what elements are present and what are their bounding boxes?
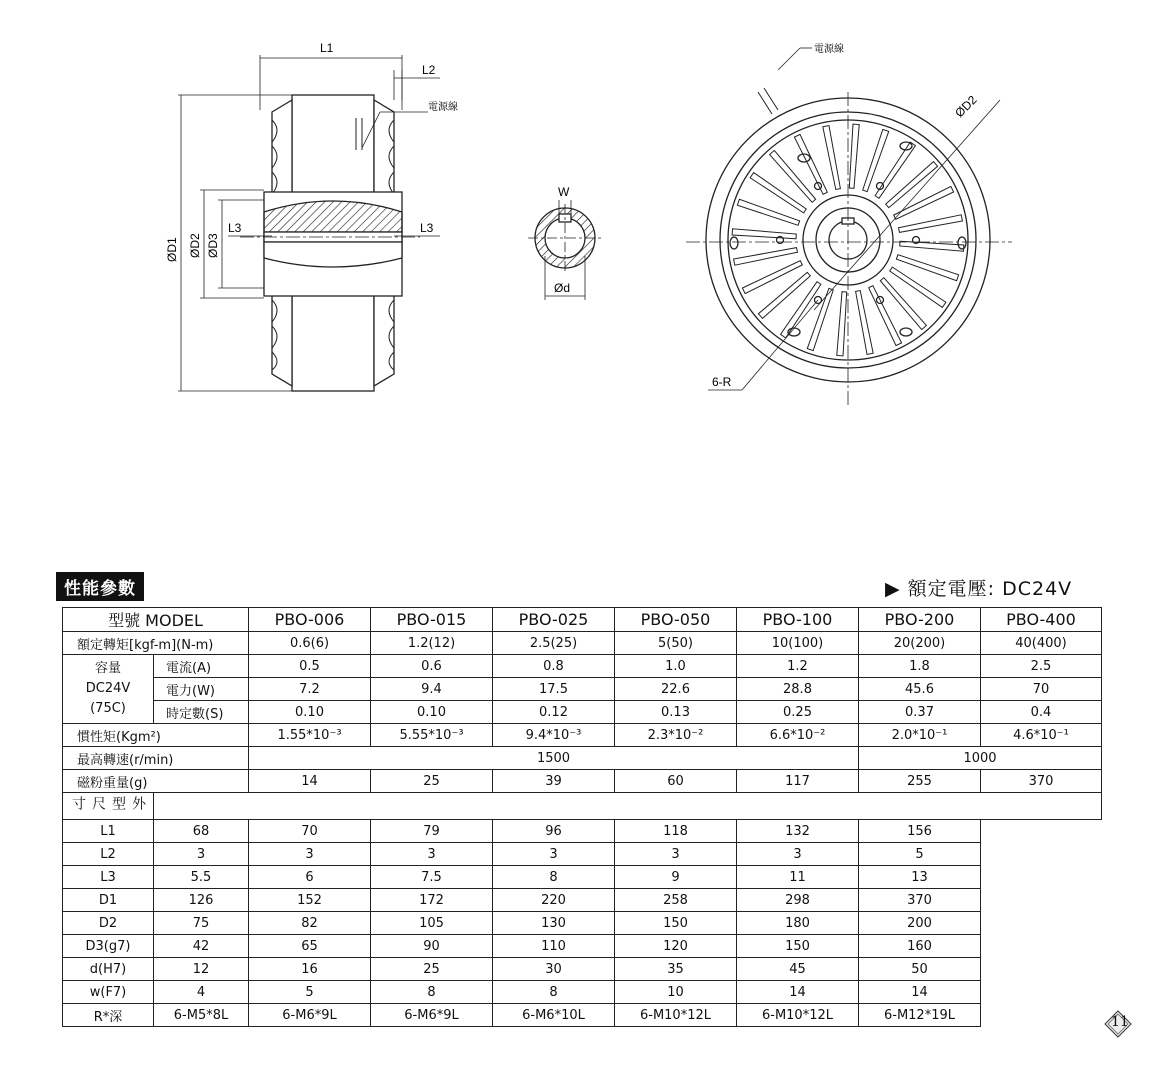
table-cell: 7.2 — [249, 678, 371, 701]
dim-D1-label: ØD1 — [165, 237, 179, 262]
wire-label-front: 電源線 — [814, 44, 844, 55]
table-cell: 9.4*10⁻³ — [493, 724, 615, 747]
table-cell: 42 — [154, 935, 249, 958]
model-header: 型號 MODEL — [63, 608, 249, 632]
dim-row-d2 — [63, 912, 1102, 935]
table-cell: 1.2(12) — [371, 632, 493, 655]
table-cell: 255 — [859, 770, 981, 793]
table-cell: 3 — [249, 843, 371, 866]
table-cell: 0.5 — [249, 655, 371, 678]
table-row — [63, 701, 1102, 724]
table-cell: 45 — [737, 958, 859, 981]
table-cell: 160 — [859, 935, 981, 958]
table-cell: 1500 — [249, 747, 859, 770]
table-cell: 70 — [981, 678, 1102, 701]
model-cell: PBO-025 — [493, 608, 615, 632]
table-cell: 90 — [371, 935, 493, 958]
table-cell: 14 — [249, 770, 371, 793]
table-cell: 6-M10*12L — [615, 1004, 737, 1027]
dim-name-cell: D3(g7) — [63, 935, 154, 958]
model-cell: PBO-400 — [981, 608, 1102, 632]
model-cell: PBO-100 — [737, 608, 859, 632]
table-cell: 17.5 — [493, 678, 615, 701]
table-cell: 10 — [615, 981, 737, 1004]
table-cell: 9 — [615, 866, 737, 889]
table-cell: 130 — [493, 912, 615, 935]
table-cell: 132 — [737, 820, 859, 843]
table-cell: 120 — [615, 935, 737, 958]
table-cell: 11 — [737, 866, 859, 889]
table-cell: 118 — [615, 820, 737, 843]
table-cell: 1.0 — [615, 655, 737, 678]
power-label: 電力(W) — [154, 678, 249, 701]
maxspeed-label: 最高轉速(r/min) — [63, 747, 249, 770]
dim-row-l1 — [63, 820, 1102, 843]
technical-drawings — [0, 0, 1176, 470]
table-cell: 82 — [249, 912, 371, 935]
table-cell: 35 — [615, 958, 737, 981]
model-cell: PBO-050 — [615, 608, 737, 632]
table-cell: 79 — [371, 820, 493, 843]
table-cell: 8 — [371, 981, 493, 1004]
table-cell: 117 — [737, 770, 859, 793]
table-cell: 105 — [371, 912, 493, 935]
dim-W-label: W — [558, 185, 570, 199]
table-cell: 9.4 — [371, 678, 493, 701]
dim-D2-front-label: ØD2 — [952, 92, 980, 121]
table-cell: 370 — [859, 889, 981, 912]
table-cell: 370 — [981, 770, 1102, 793]
table-cell: 1000 — [859, 747, 1102, 770]
table-cell: 40(400) — [981, 632, 1102, 655]
table-cell: 2.3*10⁻² — [615, 724, 737, 747]
table-cell: 39 — [493, 770, 615, 793]
table-cell: 0.13 — [615, 701, 737, 724]
table-cell: 68 — [154, 820, 249, 843]
table-row — [63, 608, 1102, 632]
current-label: 電流(A) — [154, 655, 249, 678]
table-cell: 3 — [493, 843, 615, 866]
table-row — [63, 678, 1102, 701]
table-row — [63, 747, 1102, 770]
dim-row-d-h7 — [63, 958, 1102, 981]
table-cell: 8 — [493, 981, 615, 1004]
table-cell: 0.37 — [859, 701, 981, 724]
table-cell: 30 — [493, 958, 615, 981]
table-cell: 5.5 — [154, 866, 249, 889]
table-cell: 0.4 — [981, 701, 1102, 724]
table-cell: 6-M5*8L — [154, 1004, 249, 1027]
table-cell: 3 — [154, 843, 249, 866]
capacity-label-line2: DC24V — [85, 681, 131, 696]
timeconst-label: 時定數(S) — [154, 701, 249, 724]
rated-voltage-label: ▶ 額定電壓: DC24V — [885, 578, 1073, 600]
table-cell: 7.5 — [371, 866, 493, 889]
wire-label-side: 電源線 — [428, 102, 458, 113]
table-cell: 10(100) — [737, 632, 859, 655]
dim-D3-label: ØD3 — [206, 233, 220, 258]
table-cell: 8 — [493, 866, 615, 889]
dim-L1-label: L1 — [320, 41, 334, 55]
table-cell: 0.8 — [493, 655, 615, 678]
dim-row-d3-g7 — [63, 935, 1102, 958]
table-cell: 0.6(6) — [249, 632, 371, 655]
dim-L3-left-label: L3 — [228, 221, 242, 235]
dim-name-cell: D1 — [63, 889, 154, 912]
table-cell: 1.2 — [737, 655, 859, 678]
dim-row-r — [63, 1004, 1102, 1027]
table-cell: 0.12 — [493, 701, 615, 724]
table-cell: 25 — [371, 770, 493, 793]
capacity-label-line1: 容量 — [94, 661, 121, 676]
dim-row-l3 — [63, 866, 1102, 889]
table-row — [63, 770, 1102, 793]
table-cell: 96 — [493, 820, 615, 843]
table-cell: 0.6 — [371, 655, 493, 678]
table-cell: 1.55*10⁻³ — [249, 724, 371, 747]
table-row — [63, 724, 1102, 747]
table-row — [63, 793, 1102, 820]
table-cell: 5.55*10⁻³ — [371, 724, 493, 747]
table-cell: 65 — [249, 935, 371, 958]
table-cell: 14 — [859, 981, 981, 1004]
table-cell: 70 — [249, 820, 371, 843]
table-cell: 110 — [493, 935, 615, 958]
table-cell: 220 — [493, 889, 615, 912]
dim-name-cell: L3 — [63, 866, 154, 889]
table-cell: 150 — [737, 935, 859, 958]
table-row — [63, 655, 1102, 678]
table-cell: 126 — [154, 889, 249, 912]
dim-L3-right-label: L3 — [420, 221, 434, 235]
table-row — [63, 632, 1102, 655]
table-cell: 2.0*10⁻¹ — [859, 724, 981, 747]
table-cell: 1.8 — [859, 655, 981, 678]
table-cell: 2.5(25) — [493, 632, 615, 655]
dim-d-label: Ød — [554, 281, 571, 295]
model-cell: PBO-200 — [859, 608, 981, 632]
table-cell: 4.6*10⁻¹ — [981, 724, 1102, 747]
table-cell: 22.6 — [615, 678, 737, 701]
capacity-label-line3: (75C) — [90, 701, 126, 716]
table-cell: 25 — [371, 958, 493, 981]
dim-name-cell: w(F7) — [63, 981, 154, 1004]
table-cell: 5 — [249, 981, 371, 1004]
table-cell: 180 — [737, 912, 859, 935]
dim-name-cell: d(H7) — [63, 958, 154, 981]
dims-label-text: 外型尺寸 — [70, 796, 146, 812]
table-cell: 20(200) — [859, 632, 981, 655]
side-view-drawing — [178, 55, 440, 391]
table-cell: 45.6 — [859, 678, 981, 701]
table-cell: 298 — [737, 889, 859, 912]
dim-L2-label: L2 — [422, 63, 436, 77]
dim-row-d1 — [63, 889, 1102, 912]
table-cell: 172 — [371, 889, 493, 912]
table-cell: 13 — [859, 866, 981, 889]
table-cell: 6-M6*9L — [371, 1004, 493, 1027]
table-cell: 200 — [859, 912, 981, 935]
table-cell: 50 — [859, 958, 981, 981]
table-cell: 6 — [249, 866, 371, 889]
dim-name-cell: L2 — [63, 843, 154, 866]
table-cell: 5(50) — [615, 632, 737, 655]
table-cell: 152 — [249, 889, 371, 912]
table-cell: 0.25 — [737, 701, 859, 724]
dimension-rows — [63, 820, 1102, 1027]
dim-name-cell: D2 — [63, 912, 154, 935]
table-cell: 12 — [154, 958, 249, 981]
dim-name-cell: L1 — [63, 820, 154, 843]
table-cell: 150 — [615, 912, 737, 935]
spec-table — [62, 607, 1102, 1027]
table-cell: 16 — [249, 958, 371, 981]
dim-D2-label: ØD2 — [188, 233, 202, 258]
table-cell: 156 — [859, 820, 981, 843]
inertia-label: 慣性矩(Kgm²) — [63, 724, 249, 747]
table-cell: 14 — [737, 981, 859, 1004]
table-cell: 0.10 — [371, 701, 493, 724]
table-cell: 2.5 — [981, 655, 1102, 678]
table-cell: 5 — [859, 843, 981, 866]
table-cell: 75 — [154, 912, 249, 935]
table-cell: 6-M6*9L — [249, 1004, 371, 1027]
powder-label: 磁粉重量(g) — [63, 770, 249, 793]
table-cell: 6-M6*10L — [493, 1004, 615, 1027]
dim-row-w-f7 — [63, 981, 1102, 1004]
table-cell: 3 — [737, 843, 859, 866]
table-cell: 6-M12*19L — [859, 1004, 981, 1027]
table-cell: 258 — [615, 889, 737, 912]
model-cell: PBO-015 — [371, 608, 493, 632]
dims-label — [63, 793, 154, 820]
capacity-label — [63, 655, 154, 724]
table-cell: 28.8 — [737, 678, 859, 701]
page-number: 11 — [1111, 1014, 1129, 1030]
holes-label: 6-R — [712, 375, 732, 389]
dim-row-l2 — [63, 843, 1102, 866]
table-cell: 6.6*10⁻² — [737, 724, 859, 747]
torque-label: 額定轉矩[kgf-m](N-m) — [63, 632, 249, 655]
model-cell: PBO-006 — [249, 608, 371, 632]
table-cell: 3 — [615, 843, 737, 866]
table-cell: 6-M10*12L — [737, 1004, 859, 1027]
table-cell: 0.10 — [249, 701, 371, 724]
dim-name-cell: R*深 — [63, 1004, 154, 1027]
section-title: 性能參數 — [56, 572, 144, 601]
table-cell: 3 — [371, 843, 493, 866]
table-cell: 60 — [615, 770, 737, 793]
table-cell: 4 — [154, 981, 249, 1004]
